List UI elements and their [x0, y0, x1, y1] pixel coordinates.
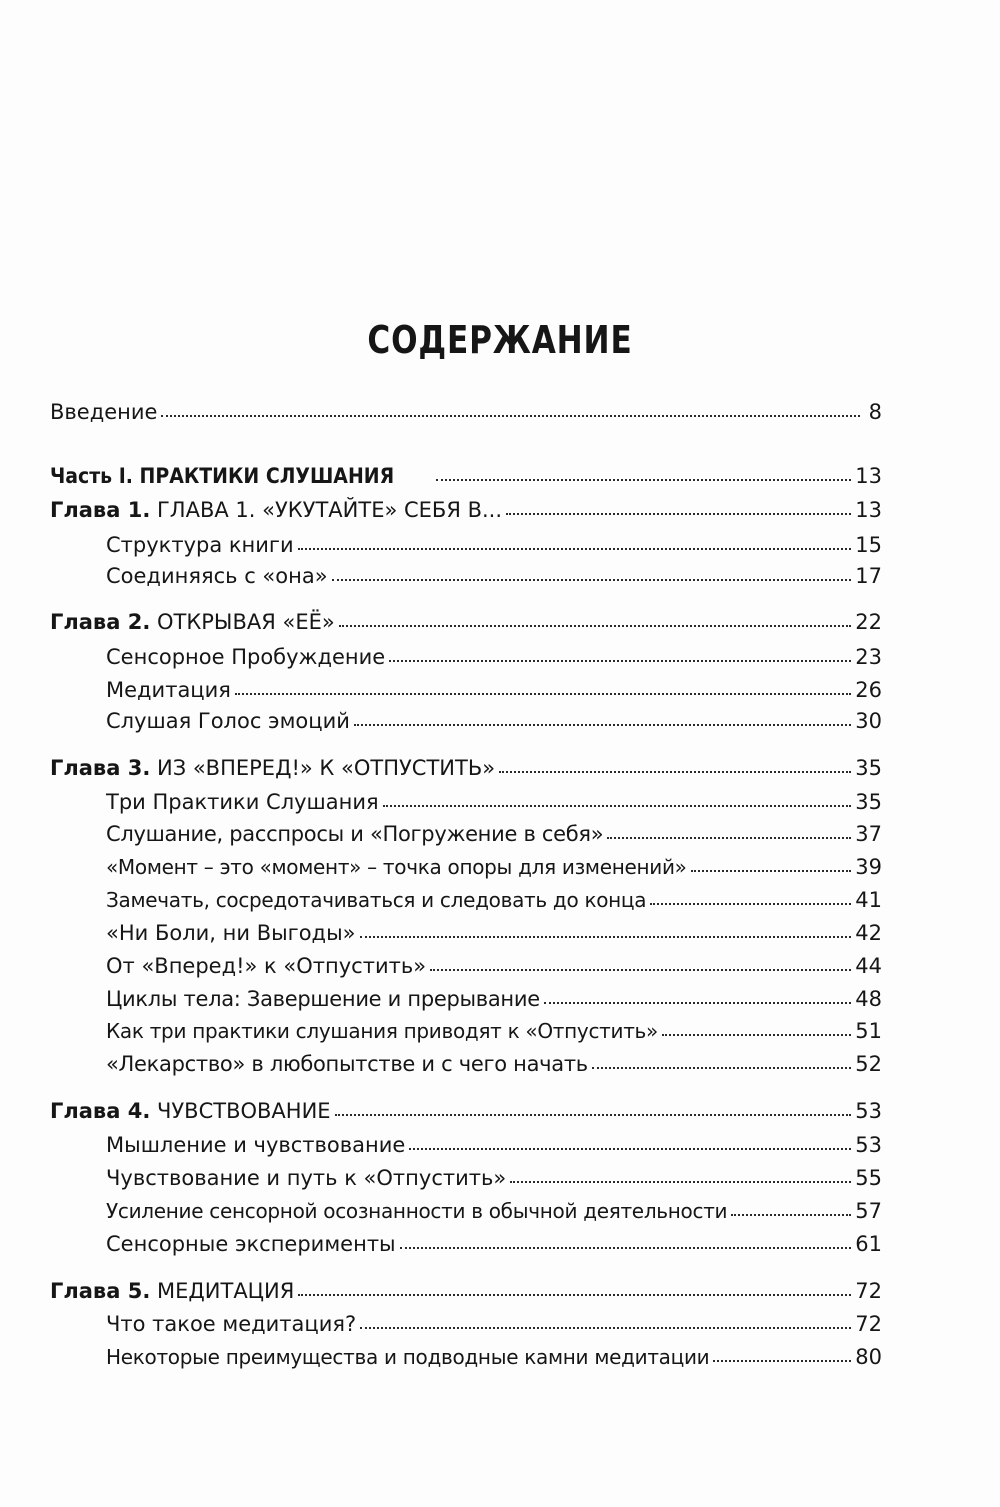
- toc-entry-label: ГЛАВА 1. «УКУТАЙТЕ» СЕБЯ В...: [156, 498, 503, 522]
- dot-leader: [510, 1179, 851, 1183]
- toc-page-number: 8: [868, 400, 882, 424]
- toc-page-number: 26: [855, 678, 882, 702]
- toc-entry-section[interactable]: [106, 824, 882, 845]
- toc-page-number: 23: [855, 645, 882, 669]
- toc-entry-label: Что такое медитация?: [106, 1312, 357, 1336]
- toc-entry-introduction[interactable]: [50, 402, 882, 423]
- toc-page-number: 15: [855, 533, 882, 557]
- toc-entry-label: МЕДИТАЦИЯ: [156, 1279, 295, 1303]
- toc-entry-prefix: Часть I.: [50, 464, 133, 488]
- toc-page-number: 72: [855, 1312, 882, 1336]
- toc-entry-section[interactable]: [106, 1234, 882, 1255]
- toc-entry-label: «Момент – это «момент» – точка опоры для изменений»: [106, 855, 687, 879]
- dot-leader: [650, 901, 851, 905]
- toc-page-number: 51: [855, 1019, 882, 1043]
- toc-entry-label: Слушая Голос эмоций: [106, 709, 350, 733]
- dot-leader: [354, 722, 851, 726]
- toc-entry-part-1[interactable]: [50, 466, 882, 487]
- toc-page-number: 53: [855, 1099, 882, 1123]
- toc-entry-chapter-5[interactable]: [50, 1281, 882, 1302]
- toc-entry-section[interactable]: [106, 1135, 882, 1156]
- dot-leader: [332, 577, 852, 581]
- toc-entry-section[interactable]: [106, 1168, 882, 1189]
- toc-page-number: 42: [855, 921, 882, 945]
- dot-leader: [383, 803, 852, 807]
- toc-entry-label: Некоторые преимущества и подводные камни медитации: [106, 1345, 710, 1369]
- toc-entry-section[interactable]: [106, 566, 882, 587]
- toc-page-number: 72: [855, 1279, 882, 1303]
- dot-leader: [339, 623, 852, 627]
- toc-page-number: 48: [855, 987, 882, 1011]
- toc-entry-label: Введение: [50, 400, 158, 424]
- dot-leader: [592, 1065, 851, 1069]
- toc-entry-label: «Лекарство» в любопытстве и с чего начать: [106, 1052, 588, 1076]
- toc-entry-label: ПРАКТИКИ СЛУШАНИЯ: [139, 464, 395, 488]
- toc-page-number: 35: [855, 790, 882, 814]
- toc-entry-chapter-2[interactable]: [50, 612, 882, 633]
- toc-entry-label: ИЗ «ВПЕРЕД!» К «ОТПУСТИТЬ»: [156, 756, 496, 780]
- dot-leader: [506, 511, 851, 515]
- page-title: СОДЕРЖАНИЕ: [367, 318, 633, 362]
- toc-entry-section[interactable]: [106, 1347, 882, 1368]
- dot-leader: [161, 413, 860, 417]
- toc-entry-label: Усиление сенсорной осознанности в обычной деятельности: [106, 1199, 728, 1223]
- dot-leader: [499, 769, 851, 773]
- toc-entry-label: Сенсорные эксперименты: [106, 1232, 396, 1256]
- toc-entry-prefix: Глава 5.: [50, 1279, 151, 1303]
- toc-entry-section[interactable]: [106, 1054, 882, 1075]
- toc-entry-section[interactable]: [106, 1021, 882, 1042]
- toc-page-number: 57: [855, 1199, 882, 1223]
- dot-leader: [544, 1000, 851, 1004]
- dot-leader: [409, 1146, 851, 1150]
- dot-leader: [360, 1325, 851, 1329]
- toc-entry-section[interactable]: [106, 989, 882, 1010]
- dot-leader: [731, 1212, 851, 1216]
- toc-entry-section[interactable]: [106, 890, 882, 911]
- toc-page-number: 61: [855, 1232, 882, 1256]
- dot-leader: [298, 1292, 851, 1296]
- toc-entry-section[interactable]: [106, 680, 882, 701]
- toc-page-number: 37: [855, 822, 882, 846]
- toc-page-number: 13: [855, 464, 882, 488]
- toc-page-number: 53: [855, 1133, 882, 1157]
- toc-entry-prefix: Глава 3.: [50, 756, 151, 780]
- toc-page-number: 55: [855, 1166, 882, 1190]
- dot-leader: [235, 691, 851, 695]
- toc-entry-section[interactable]: [106, 857, 882, 878]
- toc-entry-prefix: Глава 4.: [50, 1099, 151, 1123]
- toc-page-number: 35: [855, 756, 882, 780]
- dot-leader: [400, 1245, 852, 1249]
- toc-entry-chapter-3[interactable]: [50, 758, 882, 779]
- toc-entry-label: Структура книги: [106, 533, 294, 557]
- toc-page-number: 17: [855, 564, 882, 588]
- dot-leader: [436, 477, 851, 481]
- toc-entry-section[interactable]: [106, 1201, 882, 1222]
- toc-entry-label: Три Практики Слушания: [106, 790, 379, 814]
- toc-page-number: 22: [855, 610, 882, 634]
- toc-entry-label: «Ни Боли, ни Выгоды»: [106, 921, 356, 945]
- toc-entry-label: Слушание, расспросы и «Погружение в себя»: [106, 822, 604, 846]
- dot-leader: [298, 546, 852, 550]
- dot-leader: [389, 658, 851, 662]
- toc-entry-chapter-4[interactable]: [50, 1101, 882, 1122]
- toc-page-number: 80: [855, 1345, 882, 1369]
- dot-leader: [335, 1112, 852, 1116]
- toc-page-number: 13: [855, 498, 882, 522]
- toc-entry-label: Соединяясь с «она»: [106, 564, 328, 588]
- toc-entry-section[interactable]: [106, 711, 882, 732]
- toc-entry-label: Сенсорное Пробуждение: [106, 645, 386, 669]
- toc-page-number: 52: [855, 1052, 882, 1076]
- toc-entry-section[interactable]: [106, 956, 882, 977]
- toc-entry-label: ЧУВСТВОВАНИЕ: [156, 1099, 331, 1123]
- toc-entry-label: Замечать, сосредотачиваться и следовать до конца: [106, 888, 647, 912]
- toc-entry-label: Мышление и чувствование: [106, 1133, 406, 1157]
- toc-entry-section[interactable]: [106, 923, 882, 944]
- toc-entry-label: От «Вперед!» к «Отпустить»: [106, 954, 427, 978]
- toc-entry-label: Как три практики слушания приводят к «Отпустить»: [106, 1019, 658, 1043]
- toc-entry-label: Циклы тела: Завершение и прерывание: [106, 987, 540, 1011]
- toc-entry-prefix: Глава 2.: [50, 610, 151, 634]
- dot-leader: [430, 967, 851, 971]
- toc-page-number: 41: [855, 888, 882, 912]
- toc-page-number: 44: [855, 954, 882, 978]
- dot-leader: [360, 934, 852, 938]
- toc-page-number: 39: [855, 855, 882, 879]
- dot-leader: [662, 1032, 851, 1036]
- toc-entry-label: Медитация: [106, 678, 231, 702]
- toc-entry-section[interactable]: [106, 647, 882, 668]
- toc-entry-label: ОТКРЫВАЯ «ЕЁ»: [156, 610, 335, 634]
- dot-leader: [691, 868, 852, 872]
- toc-entry-prefix: Глава 1.: [50, 498, 151, 522]
- toc-entry-section[interactable]: [106, 792, 882, 813]
- toc-page-number: 30: [855, 709, 882, 733]
- dot-leader: [713, 1358, 851, 1362]
- toc-entry-section[interactable]: [106, 1314, 882, 1335]
- toc-entry-section[interactable]: [106, 535, 882, 556]
- toc-entry-chapter-1[interactable]: [50, 500, 882, 521]
- toc-entry-label: Чувствование и путь к «Отпустить»: [106, 1166, 507, 1190]
- dot-leader: [607, 835, 851, 839]
